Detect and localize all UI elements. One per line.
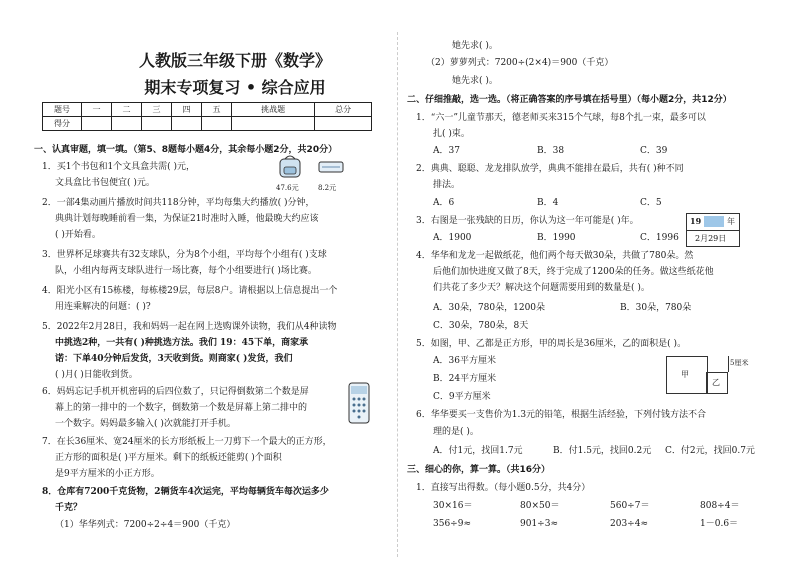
c3-option-b: B．1990	[537, 233, 576, 243]
c5-line1: 5．如图，甲、乙都是正方形，甲的周长是36厘米，乙的面积是( )。	[416, 339, 687, 349]
c2-option-a: A．6	[433, 198, 455, 208]
calc-instruction: 1．直接写出得数。（每小题0.5分，共4分）	[416, 483, 591, 493]
dimension-line	[728, 356, 729, 372]
q7-line2: 正方形的面积是( )平方厘米。剩下的纸板还能剪( )个面积	[55, 453, 282, 463]
q8-line2: 千克？	[55, 503, 83, 513]
title-line1: 人教版三年级下册《数学》	[138, 51, 331, 70]
q5-line1: 5．2022年2月28日，我和妈妈一起在网上选购课外读物，我们从4种读物	[42, 322, 337, 332]
title-line2: 期末专项复习 • 综合应用	[144, 78, 326, 97]
score-header: 二	[112, 103, 142, 117]
pencil-case-price: 8.2元	[318, 184, 337, 192]
q5-line2: 中挑选2种，一共有( )种挑选方法。我们 19：45下单，商家承	[55, 338, 309, 348]
c3-option-c: C．1996	[640, 233, 679, 243]
c6-option-b: B．付1.5元，找回0.2元	[553, 446, 652, 456]
calc-item: 30×16＝	[433, 501, 473, 511]
calc-item: 80×50＝	[520, 501, 560, 511]
calc-item: 901÷3≈	[520, 519, 558, 529]
dimension-label: 5厘米	[730, 359, 749, 367]
score-cell[interactable]	[112, 117, 142, 131]
c6-option-a: A．付1元，找回1.7元	[433, 446, 523, 456]
backpack-price: 47.6元	[276, 184, 299, 192]
c2-line1: 2．典典、聪聪、龙龙排队放学，典典不能排在最后，共有( )种不同	[416, 164, 684, 174]
score-cell[interactable]	[202, 117, 232, 131]
c2-option-b: B．4	[537, 198, 559, 208]
c5-option-c: C．9平方厘米	[433, 392, 491, 402]
c4-option-a: A．30朵，780朵，1200朵	[433, 303, 546, 313]
c5-option-b: B．24平方厘米	[433, 374, 497, 384]
calc-item: 560÷7＝	[610, 501, 650, 511]
c2-line2: 排法。	[433, 180, 461, 190]
calendar-nian: 年	[727, 217, 735, 226]
calc-item: 356÷9≈	[433, 519, 471, 529]
section3-heading: 三、细心的你，算一算。（共16分）	[407, 465, 551, 475]
q5-line3: 诺：下单40分钟后发货，3天收到货。则商家( )发货，我们	[55, 354, 293, 364]
c1-option-b: B．38	[537, 146, 565, 156]
c3-option-a: A．1900	[433, 233, 472, 243]
section1-heading: 一、认真审题，填一填。（第5、8题每小题4分，其余每小题2分，共20分）	[34, 145, 338, 155]
q8-line1: 8．仓库有7200千克货物，2辆货车4次运完，平均每辆货车每次运多少	[42, 487, 329, 497]
phone-icon	[348, 382, 370, 424]
c1-line1: 1．“六一”儿童节那天，德老师买来315个气球，每8个扎一束，最多可以	[416, 113, 706, 123]
backpack-icon	[276, 154, 304, 180]
q8-line3: （1）华华列式：7200÷2÷4＝900（千克）	[55, 520, 236, 530]
score-header: 三	[142, 103, 172, 117]
pencil-case-icon	[318, 160, 344, 174]
c1-line2: 扎( )束。	[433, 129, 470, 139]
c5-option-a: A．36平方厘米	[433, 356, 496, 366]
q1-line2: 文具盒比书包便宜( )元。	[55, 178, 155, 188]
c6-option-c: C．付2元，找回0.7元	[665, 446, 755, 456]
square-jia-label: 甲	[681, 370, 689, 379]
c4-option-b: B．30朵，780朵	[620, 303, 692, 313]
q3-line2: 队，小组内每两支球队进行一场比赛，每个小组要进行( )场比赛。	[55, 266, 317, 276]
c6-line1: 6．华华要买一支售价为1.3元的铅笔，根据生活经验，下列付钱方法不合	[416, 410, 707, 420]
calendar-line	[687, 230, 739, 231]
score-header: 挑战题	[232, 103, 315, 117]
score-cell[interactable]	[172, 117, 202, 131]
score-cell[interactable]	[142, 117, 172, 131]
c4-option-c: C．30朵，780朵，8天	[433, 321, 529, 331]
q6-line2: 幕上的第一排中的一个数字，倒数第一个数是屏幕上第二排中的	[55, 403, 308, 413]
calc-item: 1－0.6＝	[700, 519, 739, 529]
q8-part2: （2）萝萝列式：7200÷(2×4)＝900（千克）	[426, 58, 614, 68]
c1-option-c: C．39	[640, 146, 668, 156]
c2-option-c: C．5	[640, 198, 662, 208]
c4-line1: 4．华华和龙龙一起做纸花，他们两个每天做30朵，共做了780朵。然	[416, 251, 694, 261]
q8-answer-line1: 她先求( )。	[452, 41, 498, 51]
calc-item: 808÷4＝	[700, 501, 740, 511]
section2-heading: 二、仔细推敲，选一选。（将正确答案的序号填在括号里）（每小题2分，共12分）	[407, 95, 732, 105]
q5-line4: ( )月( )日能收到货。	[55, 370, 138, 380]
q6-line3: 一个数字。妈妈最多输入( )次就能打开手机。	[55, 419, 236, 429]
calendar-year: 19	[690, 216, 702, 226]
column-divider	[397, 32, 398, 557]
c3-line1: 3．右图是一张残缺的日历，你认为这一年可能是( )年。	[416, 216, 639, 226]
q1-line1: 1．买1个书包和1个文具盒共需( )元，	[42, 162, 196, 172]
calc-item: 203÷4≈	[610, 519, 648, 529]
q8-answer-line2: 她先求( )。	[452, 76, 498, 86]
q2-line3: ( )开始看。	[55, 230, 101, 240]
c6-line2: 理的是( )。	[433, 427, 479, 437]
square-jia	[666, 356, 708, 394]
q4-line2: 用连乘解决的问题：( )?	[55, 302, 151, 312]
score-cell[interactable]	[82, 117, 112, 131]
c4-line3: 们共花了多少天？解决这个问题需要用到的数量是( )。	[433, 283, 650, 293]
score-header: 总分	[315, 103, 372, 117]
square-yi	[706, 372, 728, 394]
q7-line3: 是9平方厘米的小正方形。	[55, 469, 160, 479]
score-header: 五	[202, 103, 232, 117]
c4-line2: 后他们加快进度又做了8天，终于完成了1200朵的任务。做这些纸花他	[433, 267, 714, 277]
score-cell[interactable]	[315, 117, 372, 131]
q4-line1: 4．阳光小区有15栋楼，每栋楼29层，每层8户。请根据以上信息提出一个	[42, 286, 338, 296]
q7-line1: 7．在长36厘米、宽24厘米的长方形纸板上一刀剪下一个最大的正方形，	[42, 437, 332, 447]
square-yi-label: 乙	[712, 378, 720, 387]
score-cell[interactable]	[232, 117, 315, 131]
score-header: 四	[172, 103, 202, 117]
c1-option-a: A．37	[433, 146, 460, 156]
calendar-figure	[686, 213, 740, 247]
score-row-label: 得分	[43, 117, 82, 131]
q2-line2: 典典计划每晚睡前看一集，为保证21时准时入睡，他最晚大约应该	[55, 214, 319, 224]
q3-line1: 3．世界杯足球赛共有32支球队，分为8个小组，平均每个小组有( )支球	[42, 250, 327, 260]
calendar-date: 2月29日	[695, 234, 727, 243]
q2-line1: 2．一部4集动画片播放时间共118分钟，平均每集大约播放( )分钟，	[42, 198, 315, 208]
q6-line1: 6．妈妈忘记手机开机密码的后四位数了，只记得倒数第二个数是屏	[42, 387, 309, 397]
score-header: 一	[82, 103, 112, 117]
calendar-torn-area	[704, 216, 724, 227]
score-header: 题号	[43, 103, 82, 117]
score-table	[42, 102, 372, 131]
